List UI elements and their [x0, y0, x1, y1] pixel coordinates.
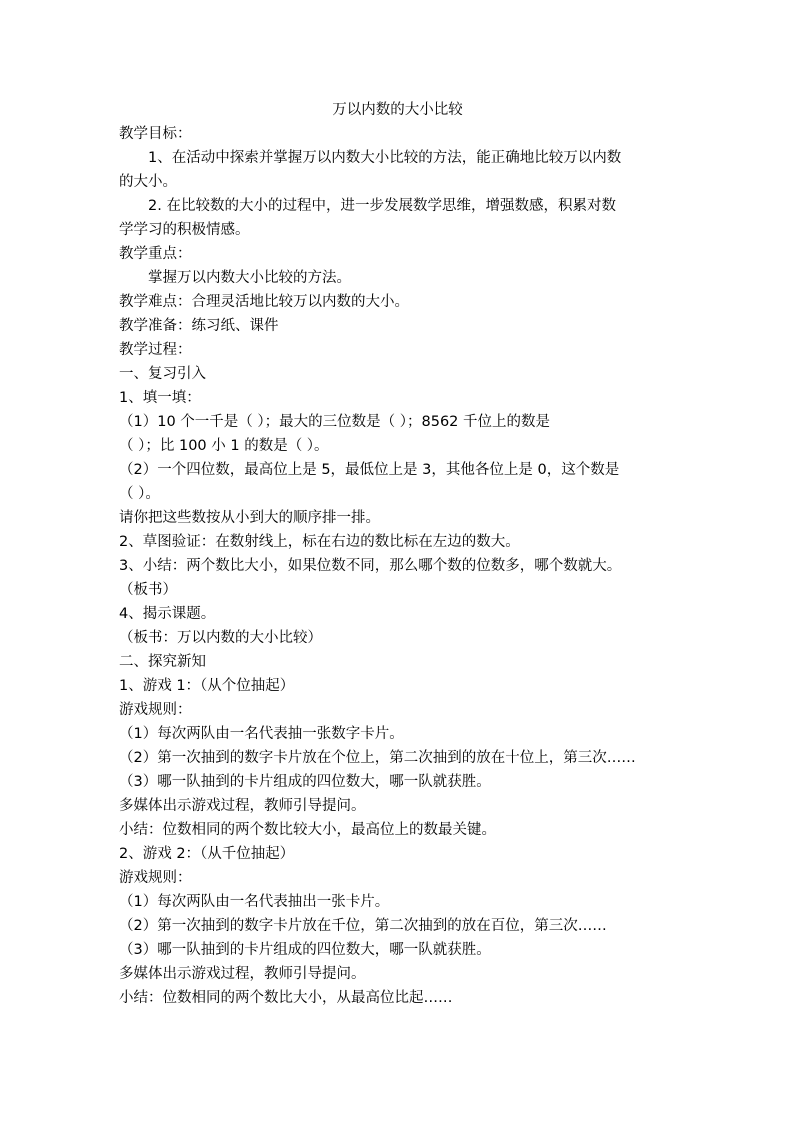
game-1-multimedia: 多媒体出示游戏过程，教师引导提问。: [119, 798, 366, 814]
fill-in-q2-line-2: （ ）。: [119, 486, 160, 502]
blackboard-note-1: （板书）: [119, 582, 177, 598]
fill-in-q2-line-1: （2）一个四位数，最高位上是 5，最低位上是 3，其他各位上是 0，这个数是: [119, 462, 620, 478]
objective-1-line-1: 1、在活动中探索并掌握万以内数大小比较的方法，能正确地比较万以内数: [148, 150, 622, 166]
section-heading-process: 教学过程：: [119, 342, 192, 358]
document-title: 万以内数的大小比较: [332, 102, 463, 118]
game-2-rule-3: （3）哪一队抽到的卡片组成的四位数大，哪一队就获胜。: [119, 942, 491, 958]
game-1-rule-2: （2）第一次抽到的数字卡片放在个位上，第二次抽到的放在十位上，第三次……: [119, 750, 636, 766]
section-heading-key-point: 教学重点：: [119, 246, 192, 262]
sketch-verification: 2、草图验证：在数射线上，标在右边的数比标在左边的数大。: [119, 534, 520, 550]
ordering-instruction: 请你把这些数按从小到大的顺序排一排。: [119, 510, 380, 526]
game-1-heading: 1、游戏 1：（从个位抽起）: [119, 678, 295, 694]
preparation-text: 教学准备：练习纸、课件: [119, 318, 279, 334]
reveal-topic: 4、揭示课题。: [119, 606, 216, 622]
objective-2-line-2: 学学习的积极情感。: [119, 222, 250, 238]
blackboard-note-2: （板书：万以内数的大小比较）: [119, 630, 322, 646]
fill-in-q1-line-2: （ ）；比 100 小 1 的数是（ ）。: [119, 438, 329, 454]
objective-2-line-1: 2. 在比较数的大小的过程中，进一步发展数学思维，增强数感，积累对数: [148, 198, 616, 214]
game-1-rule-3: （3）哪一队抽到的卡片组成的四位数大，哪一队就获胜。: [119, 774, 491, 790]
summary-1: 3、小结：两个数比大小，如果位数不同，那么哪个数的位数多，哪个数就大。: [119, 558, 622, 574]
fill-in-q1-line-1: （1）10 个一千是（ ）；最大的三位数是（ ）；8562 千位上的数是: [119, 414, 551, 430]
key-point-text: 掌握万以内数大小比较的方法。: [148, 270, 351, 286]
game-2-rule-1: （1）每次两队由一名代表抽出一张卡片。: [119, 894, 390, 910]
game-1-rules-label: 游戏规则：: [119, 702, 192, 718]
game-1-rule-1: （1）每次两队由一名代表抽一张数字卡片。: [119, 726, 404, 742]
fill-in-heading: 1、填一填：: [119, 390, 201, 406]
game-2-rules-label: 游戏规则：: [119, 870, 192, 886]
section-heading-objectives: 教学目标：: [119, 126, 192, 142]
difficulty-text: 教学难点：合理灵活地比较万以内数的大小。: [119, 294, 409, 310]
game-2-summary: 小结：位数相同的两个数比大小，从最高位比起……: [119, 990, 453, 1006]
game-1-summary: 小结：位数相同的两个数比较大小，最高位上的数最关键。: [119, 822, 496, 838]
game-2-multimedia: 多媒体出示游戏过程，教师引导提问。: [119, 966, 366, 982]
game-2-rule-2: （2）第一次抽到的数字卡片放在千位，第二次抽到的放在百位，第三次……: [119, 918, 607, 934]
part-1-heading: 一、复习引入: [119, 366, 206, 382]
game-2-heading: 2、游戏 2：（从千位抽起）: [119, 846, 295, 862]
part-2-heading: 二、探究新知: [119, 654, 206, 670]
objective-1-line-2: 的大小。: [119, 174, 177, 190]
